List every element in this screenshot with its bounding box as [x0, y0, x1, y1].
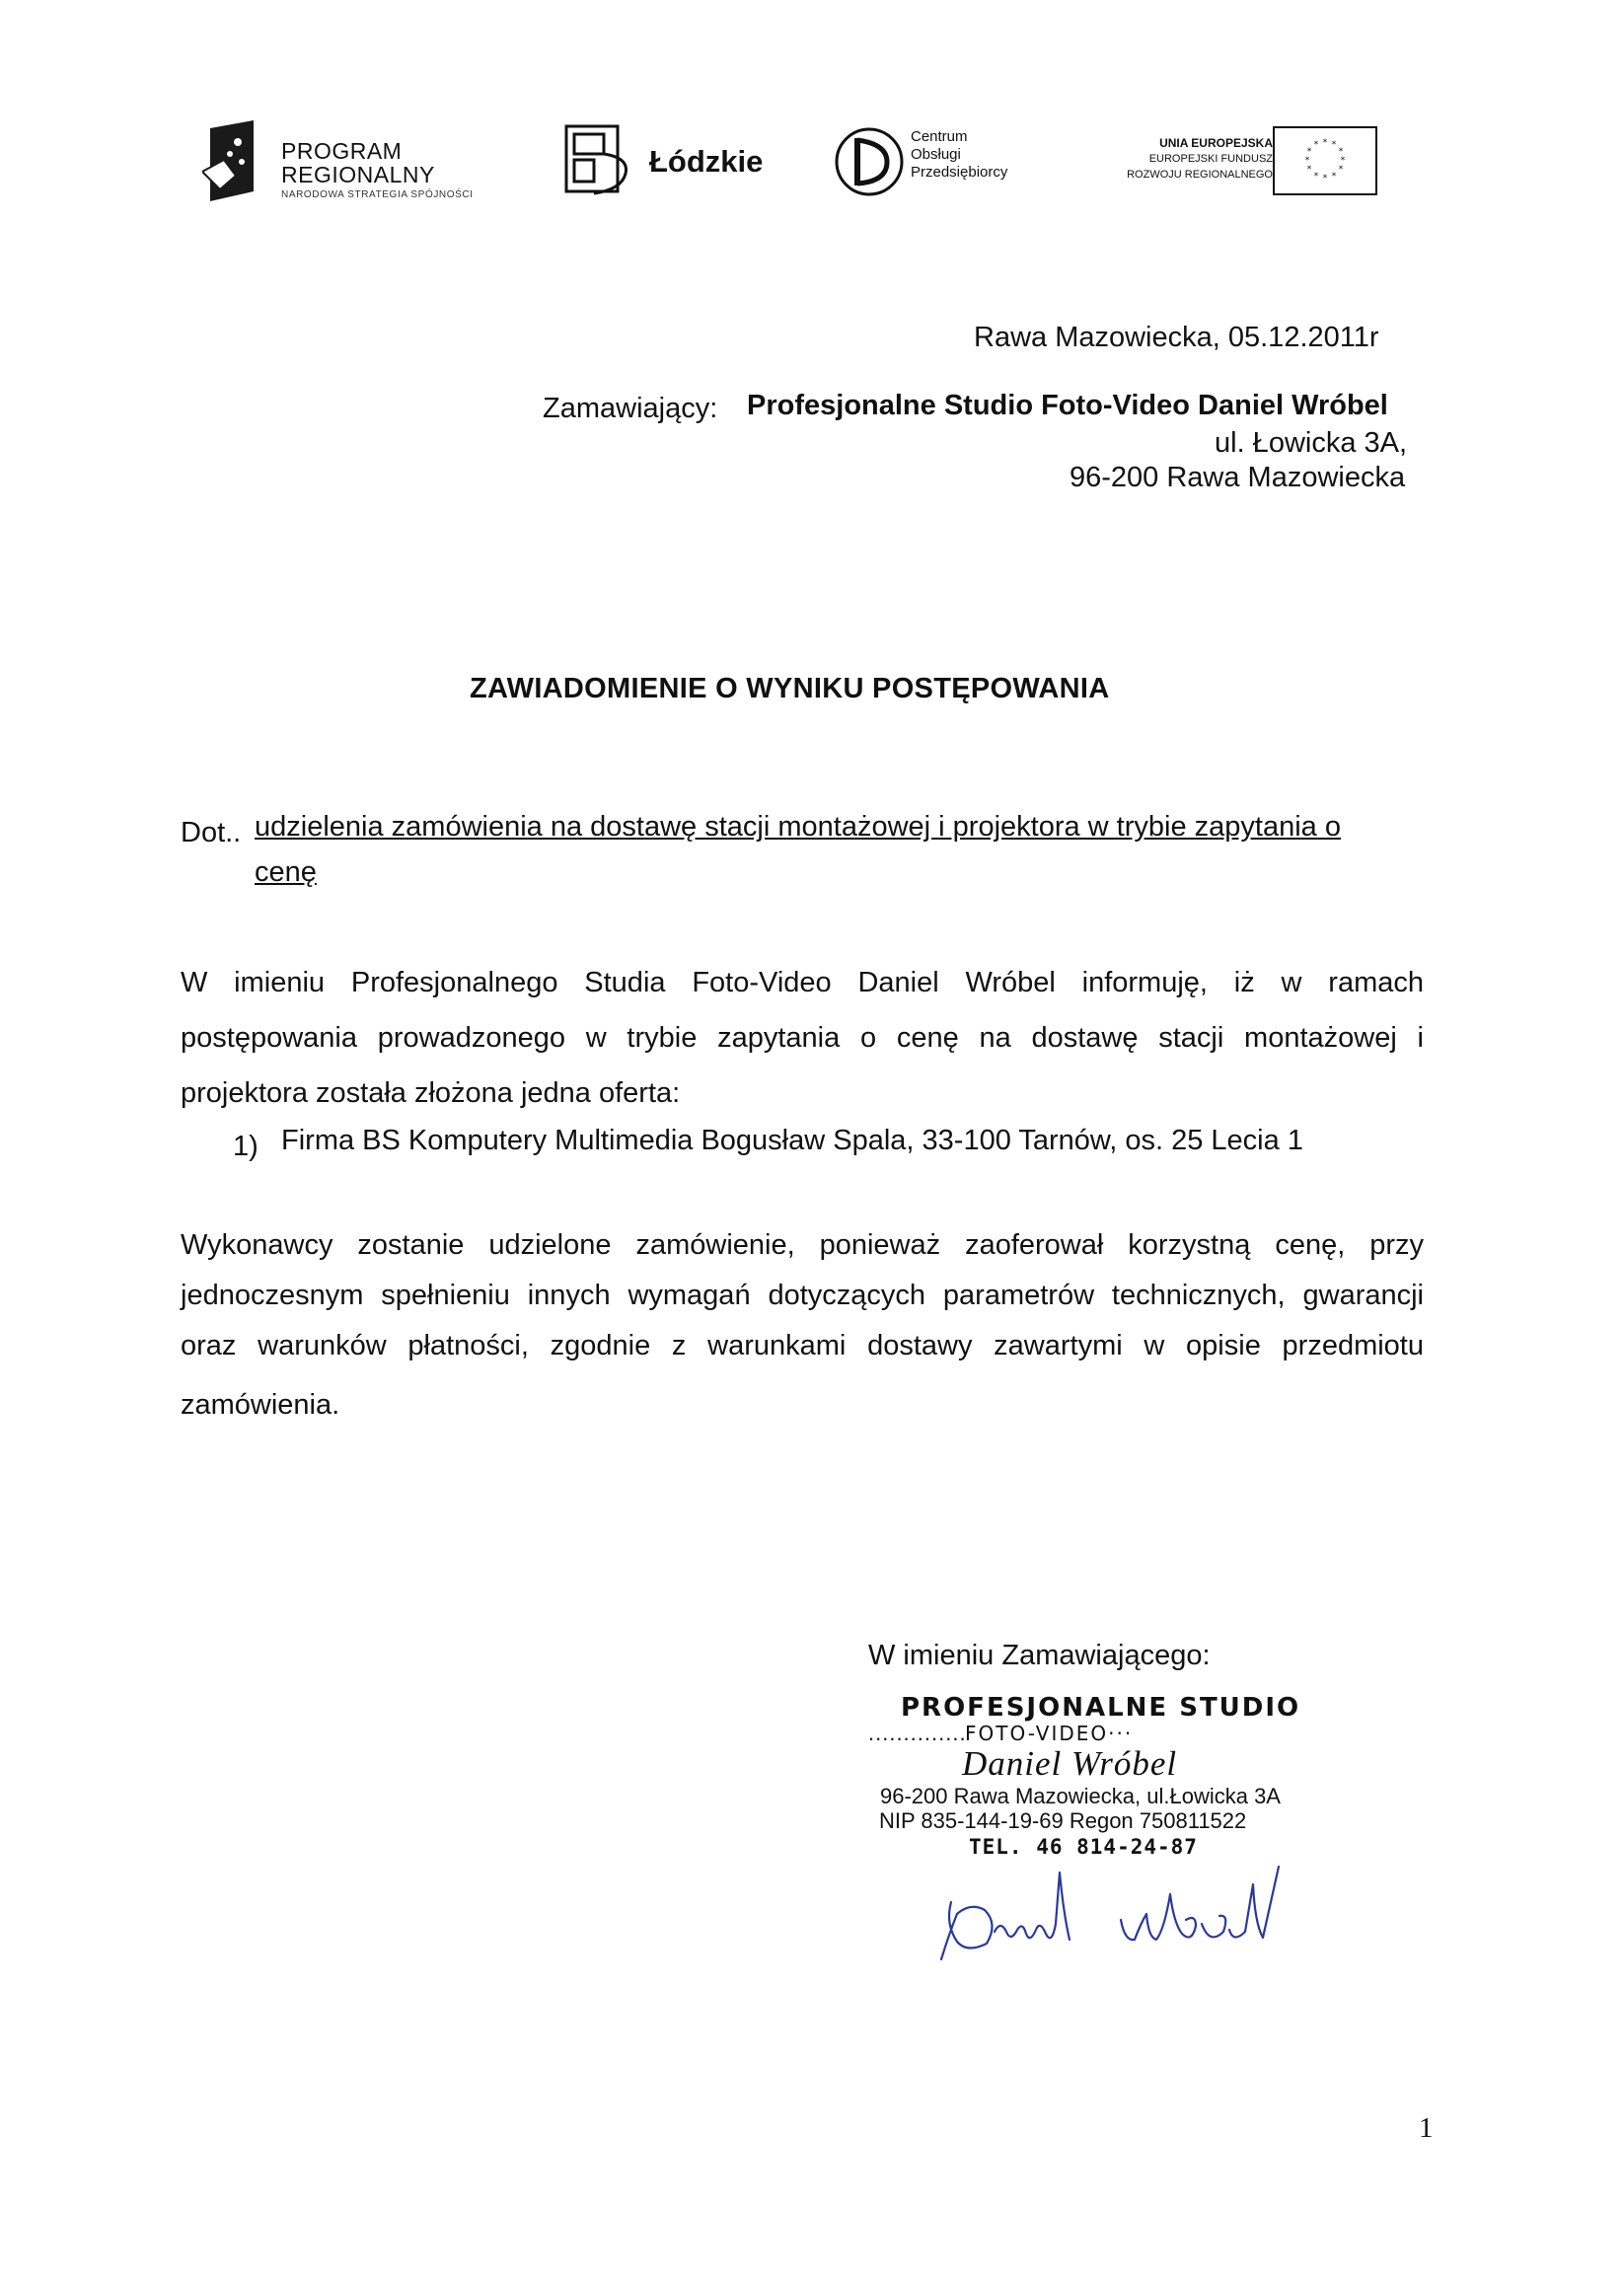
svg-text:*: * [1313, 140, 1319, 150]
stamp-nip-regon: NIP 835-144-19-69 Regon 750811522 [879, 1808, 1247, 1833]
paragraph2-line3: oraz warunków płatności, zgodnie z warunkami dostawy zawartymi w opisie przedmiotu [181, 1330, 1424, 1361]
program-regionalny-emblem-icon [202, 120, 261, 201]
ordering-party-label: Zamawiający: [543, 393, 718, 424]
lodzkie-emblem-icon [564, 124, 633, 195]
svg-text:*: * [1338, 165, 1344, 175]
signature-on-behalf: W imieniu Zamawiającego: [868, 1640, 1211, 1671]
eu-logo [1085, 126, 1381, 197]
svg-text:*: * [1322, 138, 1328, 148]
stamp-address: 96-200 Rawa Mazowiecka, ul.Łowicka 3A [880, 1784, 1281, 1808]
paragraph1-line1: W imieniu Profesjonalnego Studia Foto-Video Daniel Wróbel informuję, iż w ramach [181, 967, 1424, 998]
offer-item-text: Firma BS Komputery Multimedia Bogusław Spala, 33-100 Tarnów, os. 25 Lecia 1 [281, 1125, 1303, 1156]
stamp-dots: .............. [868, 1721, 967, 1745]
page-number: 1 [1419, 2112, 1434, 2144]
lodzkie-logo [564, 124, 781, 195]
ordering-party-city: 96-200 Rawa Mazowiecka [1070, 462, 1406, 493]
subject-line-2: cenę [255, 856, 317, 888]
stamp-phone: TEL. 46 814-24-87 [969, 1835, 1198, 1859]
svg-text:*: * [1340, 156, 1346, 166]
centrum-emblem-icon [834, 126, 905, 197]
document-title: ZAWIADOMIENIE O WYNIKU POSTĘPOWANIA [470, 673, 1110, 704]
svg-text:*: * [1331, 140, 1337, 150]
program-line1: PROGRAM [281, 138, 403, 164]
ue-line3: ROZWOJU REGIONALNEGO [1127, 169, 1273, 181]
ordering-party-name: Profesjonalne Studio Foto-Video Daniel Wróbel [747, 390, 1388, 421]
stamp-company-line1: PROFESJONALNE STUDIO [901, 1693, 1301, 1723]
ue-line1: UNIA EUROPEJSKA [1159, 136, 1273, 150]
paragraph1-line3: projektora została złożona jedna oferta: [181, 1077, 681, 1109]
program-line2: REGIONALNY [281, 162, 435, 187]
svg-text:*: * [1306, 165, 1312, 175]
stamp-owner-name: Daniel Wróbel [962, 1744, 1178, 1783]
centrum-line2: Obsługi [911, 146, 961, 163]
svg-text:*: * [1322, 174, 1328, 184]
lodzkie-label: Łódzkie [649, 144, 764, 179]
svg-text:*: * [1331, 172, 1337, 182]
svg-text:*: * [1306, 147, 1312, 157]
offer-item-number: 1) [233, 1131, 258, 1162]
paragraph2-line1: Wykonawcy zostanie udzielone zamówienie, ponieważ zaoferował korzystną cenę, przy [181, 1229, 1424, 1261]
program-line3: NARODOWA STRATEGIA SPÓJNOŚCI [281, 189, 474, 200]
ue-line2: EUROPEJSKI FUNDUSZ [1148, 153, 1273, 165]
ordering-party-street: ul. Łowicka 3A, [1215, 427, 1408, 459]
centrum-line3: Przedsiębiorcy [911, 164, 1008, 181]
handwritten-signature [937, 1855, 1292, 1963]
paragraph2-line4: zamówienia. [181, 1389, 340, 1421]
paragraph1-line2: postępowania prowadzonego w trybie zapytania o cenę na dostawę stacji montażowej i [181, 1022, 1424, 1054]
place-date: Rawa Mazowiecka, 05.12.2011r [974, 322, 1379, 353]
centrum-obslugi-logo [834, 120, 1031, 199]
svg-text:*: * [1304, 156, 1310, 166]
centrum-line1: Centrum [911, 128, 968, 145]
subject-prefix: Dot.. [181, 817, 242, 848]
svg-text:*: * [1313, 172, 1319, 182]
svg-text:*: * [1338, 147, 1344, 157]
signature-strokes [941, 1867, 1279, 1959]
stamp-company-line2: FOTO-VIDEO··· [965, 1722, 1134, 1745]
paragraph2-line2: jednoczesnym spełnieniu innych wymagań dotyczących parametrów technicznych, gwarancji [181, 1280, 1424, 1311]
eu-flag-icon [1273, 126, 1377, 195]
program-regionalny-logo [202, 116, 498, 205]
subject-line-1: udzielenia zamówienia na dostawę stacji montażowej i projektora w trybie zapytania o [255, 811, 1341, 843]
